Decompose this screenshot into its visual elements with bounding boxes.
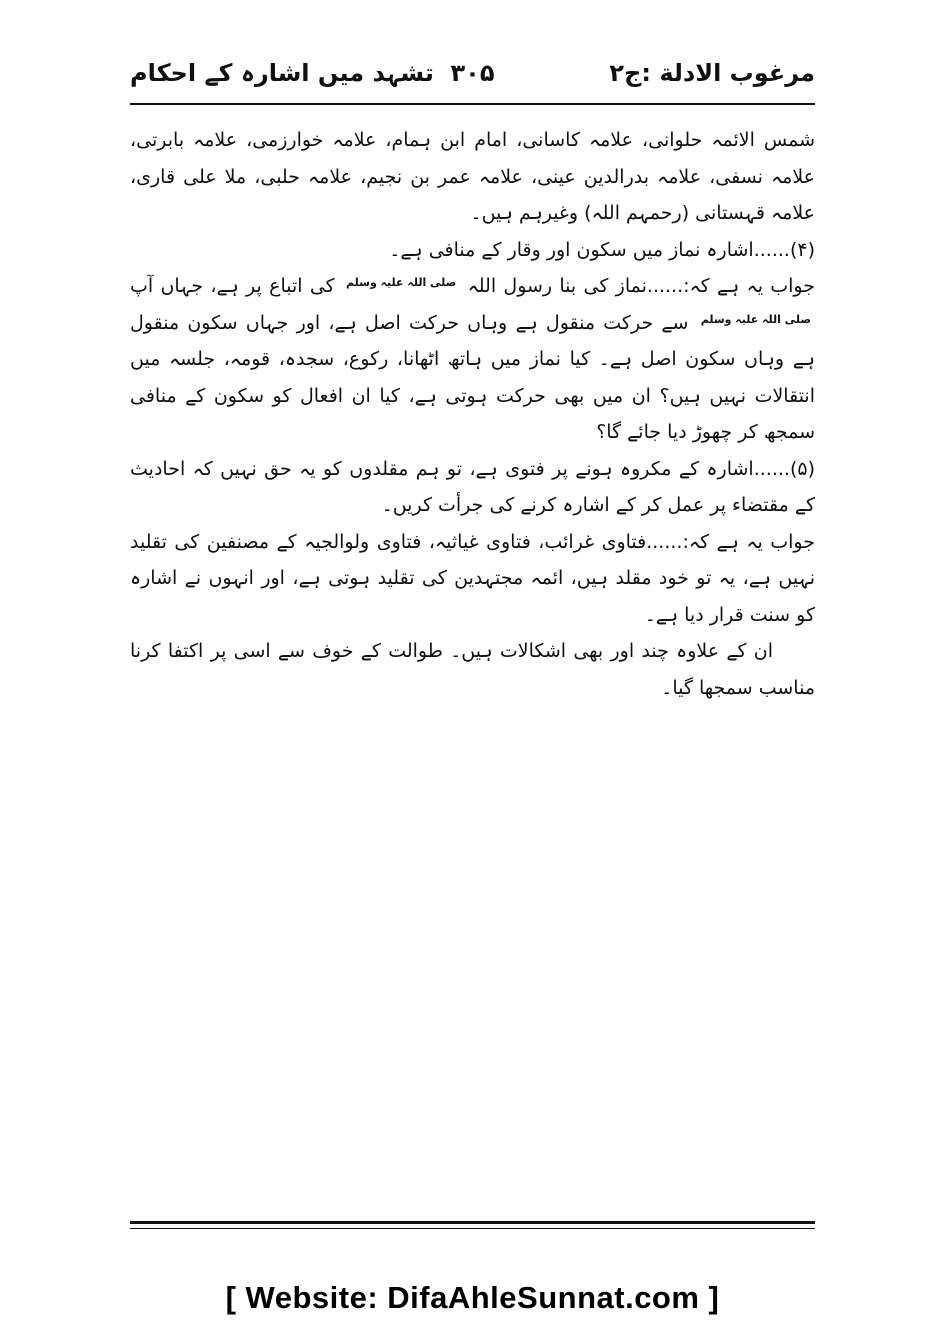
footer-rule-thin [130,1228,815,1229]
chapter-title: تشہد میں اشارہ کے احکام [130,59,434,87]
page-body [130,122,815,706]
page-header [130,55,815,101]
answer-4-part-1: جواب یہ ہے کہ:......نماز کی بنا رسول اللہ [467,275,815,297]
answer-4-part-2: کی اتباع پر ہے، جہاں آپ [130,275,335,297]
paragraph-objection-4: (۴)......اشارہ نماز میں سکون اور وقار کے منافی ہے۔ [389,238,815,261]
paragraph-scholars-list: شمس الائمہ حلوانی، علامہ کاسانی، امام ابن ہمام، علامہ خوارزمی، علامہ بابرتی، علامہ نسفی، علامہ بدرالدین عینی، علامہ عمر بن نجیم، علامہ حلبی، ملا علی قاری، علامہ قہستانی (رحمہم اللہ) وغیرہم ہیں۔ [130,129,815,224]
paragraph-answer-5: جواب یہ ہے کہ:......فتاوی غرائب، فتاوی غیاثیہ، فتاوی ولوالجیہ کے مصنفین کی تقلید نہیں ہے، یہ تو خود مقلد ہیں، ائمہ مجتہدین کی تقلید ہوتی ہے، اور انہوں نے اشارہ کو سنت قرار دیا ہے۔ [130,530,815,626]
answer-4-part-3: سے حرکت منقول ہے وہاں حرکت اصل ہے، اور جہاں سکون منقول ہے وہاں سکون اصل ہے۔ کیا نماز میں ہاتھ اٹھانا، رکوع، سجدہ، قومہ، جلسہ میں انتقالات نہیں ہیں؟ ان میں بھی حرکت ہوتی ہے، کیا ان افعال کو سکون کے منافی سمجھ کر چھوڑ دیا جائے گا؟ [130,311,815,443]
footer-rule-thick [130,1221,815,1224]
header-rule [130,103,815,105]
website-watermark: [ Website: DifaAhleSunnat.com ] [225,1280,720,1315]
page-number: ۳۰۵ [450,59,495,87]
paragraph-conclusion: ان کے علاوہ چند اور بھی اشکالات ہیں۔ طوالت کے خوف سے اسی پر اکتفا کرنا مناسب سمجھا گیا۔ [130,640,815,699]
salutation-mark: صلی اللہ علیہ وسلم [346,276,457,289]
salutation-mark-2: صلی اللہ علیہ وسلم [700,312,811,326]
paragraph-objection-5: (۵)......اشارہ کے مکروہ ہونے پر فتوی ہے، تو ہم مقلدوں کو یہ حق نہیں کہ احادیث کے مقتضاء پر عمل کر کے اشارہ کرنے کی جرأت کریں۔ [130,457,815,516]
paragraph-answer-4 [130,268,815,451]
book-title: مرغوب الادلة :ج۲ [609,59,815,87]
